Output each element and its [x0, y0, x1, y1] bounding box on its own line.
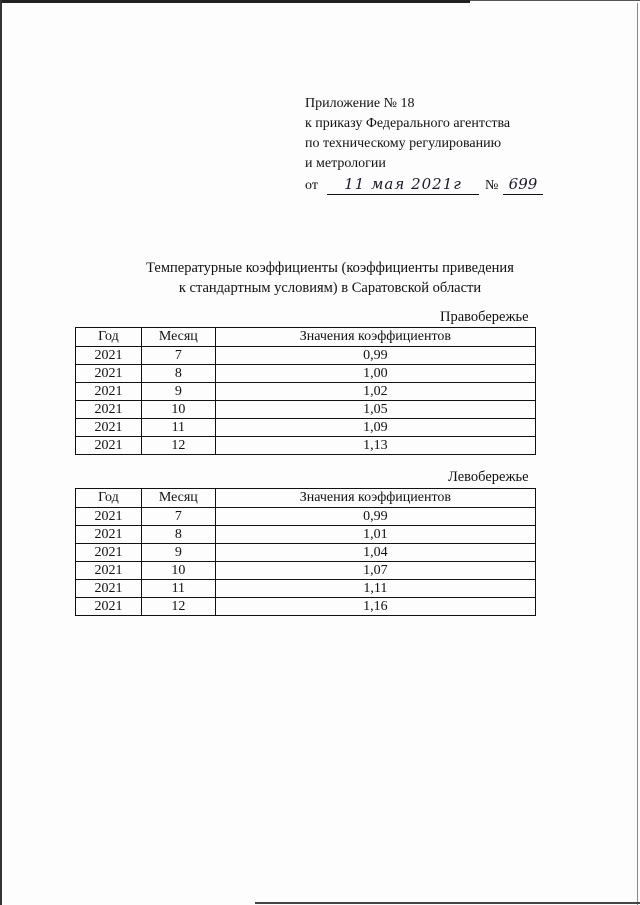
appendix-line-2: к приказу Федерального агентства — [305, 116, 511, 131]
cell-month: 12 — [141, 437, 215, 455]
cell-month: 8 — [141, 526, 215, 544]
order-number-handwritten: 699 — [503, 174, 543, 195]
cell-coefficient: 1,00 — [215, 365, 535, 383]
section-label-left-bank: Левобережье — [448, 469, 529, 485]
table-row — [76, 508, 536, 526]
coefficients-table-right-bank — [75, 327, 536, 455]
cell-year: 2021 — [76, 562, 142, 580]
table-row — [76, 598, 536, 616]
table-row — [76, 383, 536, 401]
cell-coefficient: 1,01 — [215, 526, 535, 544]
table-row — [76, 544, 536, 562]
table-row — [76, 347, 536, 365]
cell-month: 9 — [141, 544, 215, 562]
appendix-line-4: и метрологии — [305, 156, 386, 171]
section-label-right-bank: Правобережье — [440, 309, 529, 325]
header-coefficient: Значения коэффициентов — [215, 328, 535, 347]
cell-coefficient: 1,07 — [215, 562, 535, 580]
scan-edge-bottom — [255, 902, 640, 904]
title-line-1: Температурные коэффициенты (коэффициенты приведения — [146, 260, 514, 276]
header-year: Год — [76, 328, 142, 347]
order-date-handwritten: 11 мая 2021г — [327, 174, 479, 195]
table-header-row — [76, 328, 536, 347]
cell-month: 10 — [141, 562, 215, 580]
cell-coefficient: 1,13 — [215, 437, 535, 455]
cell-year: 2021 — [76, 580, 142, 598]
cell-month: 8 — [141, 365, 215, 383]
document-title — [80, 258, 580, 298]
cell-coefficient: 1,09 — [215, 419, 535, 437]
table-row — [76, 526, 536, 544]
appendix-line-3: по техническому регулированию — [305, 136, 502, 151]
table-header-row — [76, 489, 536, 508]
cell-coefficient: 1,16 — [215, 598, 535, 616]
scan-edge-right — [637, 3, 638, 905]
cell-month: 11 — [141, 419, 215, 437]
cell-month: 7 — [141, 347, 215, 365]
cell-year: 2021 — [76, 437, 142, 455]
cell-year: 2021 — [76, 419, 142, 437]
order-reference — [305, 174, 538, 196]
cell-year: 2021 — [76, 383, 142, 401]
cell-year: 2021 — [76, 401, 142, 419]
scan-edge-top-right — [470, 0, 640, 1]
title-line-2: к стандартным условиям) в Саратовской области — [178, 280, 482, 296]
table-row — [76, 365, 536, 383]
cell-coefficient: 1,05 — [215, 401, 535, 419]
table-row — [76, 562, 536, 580]
cell-month: 12 — [141, 598, 215, 616]
coefficients-table-left-bank — [75, 488, 536, 616]
cell-coefficient: 1,04 — [215, 544, 535, 562]
cell-month: 7 — [141, 508, 215, 526]
cell-year: 2021 — [76, 544, 142, 562]
cell-coefficient: 1,02 — [215, 383, 535, 401]
table-row — [76, 419, 536, 437]
cell-year: 2021 — [76, 365, 142, 383]
number-label: № — [485, 178, 499, 193]
table-row — [76, 401, 536, 419]
header-coefficient: Значения коэффициентов — [215, 489, 535, 508]
cell-coefficient: 0,99 — [215, 347, 535, 365]
cell-year: 2021 — [76, 508, 142, 526]
cell-month: 11 — [141, 580, 215, 598]
from-label: от — [305, 178, 318, 193]
appendix-header — [305, 94, 538, 196]
scan-edge-top — [0, 0, 470, 3]
scan-edge-left — [0, 0, 2, 905]
cell-coefficient: 1,11 — [215, 580, 535, 598]
cell-coefficient: 0,99 — [215, 508, 535, 526]
table-row — [76, 437, 536, 455]
header-month: Месяц — [141, 328, 215, 347]
cell-year: 2021 — [76, 347, 142, 365]
cell-year: 2021 — [76, 598, 142, 616]
appendix-line-1: Приложение № 18 — [305, 96, 415, 111]
header-month: Месяц — [141, 489, 215, 508]
cell-month: 10 — [141, 401, 215, 419]
cell-month: 9 — [141, 383, 215, 401]
cell-year: 2021 — [76, 526, 142, 544]
header-year: Год — [76, 489, 142, 508]
table-row — [76, 580, 536, 598]
